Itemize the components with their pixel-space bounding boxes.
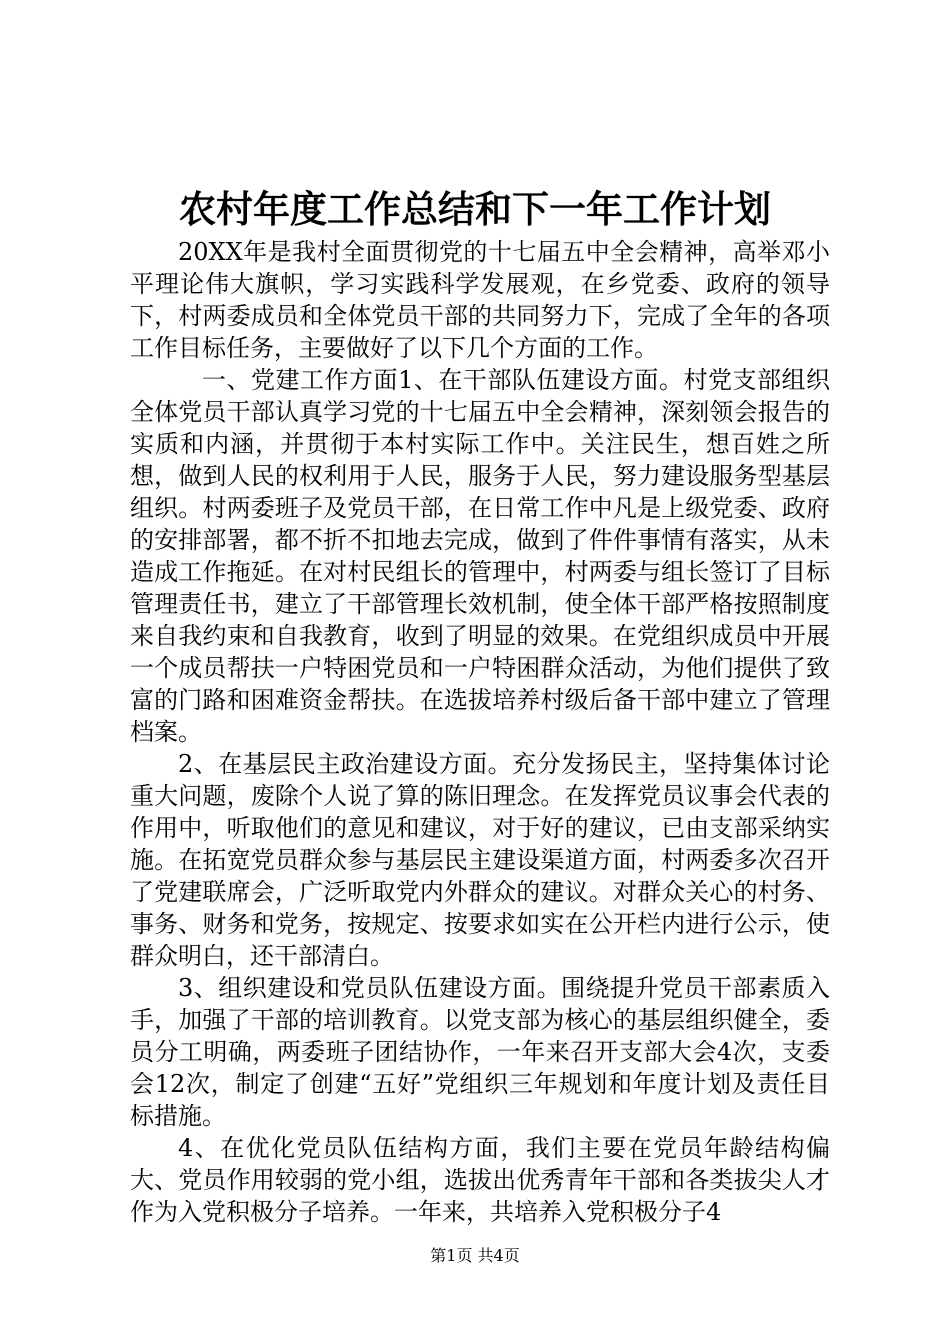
document-body (130, 236, 830, 1228)
paragraph-organization: 3、组织建设和党员队伍建设方面。围绕提升党员干部素质入手，加强了干部的培训教育。以党支部为核心的基层组织健全，委员分工明确，两委班子团结协作，一年来召开支部大会4次，支委会12次，制定了创建“五好”党组织三年规划和年度计划及责任目标措施。 (130, 974, 830, 1130)
paragraph-intro: 20XX年是我村全面贯彻党的十七届五中全会精神，高举邓小平理论伟大旗帜，学习实践科学发展观，在乡党委、政府的领导下，村两委成员和全体党员干部的共同努力下，完成了全年的各项工作目标任务，主要做好了以下几个方面的工作。 (130, 238, 830, 362)
document-title: 农村年度工作总结和下一年工作计划 (179, 187, 771, 231)
paragraph-democracy: 2、在基层民主政治建设方面。充分发扬民主，坚持集体讨论重大问题，废除个人说了算的陈旧理念。在发挥党员议事会代表的作用中，听取他们的意见和建议，对于好的建议，已由支部采纳实施。在拓宽党员群众参与基层民主建设渠道方面，村两委多次召开了党建联席会，广泛听取党内外群众的建议。对群众关心的村务、事务、财务和党务，按规定、按要求如实在公开栏内进行公示，使群众明白，还干部清白。 (130, 750, 830, 970)
page-footer: 第1页 共4页 (430, 1246, 520, 1265)
paragraph-member-structure: 4、在优化党员队伍结构方面，我们主要在党员年龄结构偏大、党员作用较弱的党小组，选拔出优秀青年干部和各类拔尖人才作为入党积极分子培养。一年来，共培养入党积极分子4 (130, 1134, 830, 1226)
paragraph-party-building: 一、党建工作方面1、在干部队伍建设方面。村党支部组织全体党员干部认真学习党的十七届五中全会精神，深刻领会报告的实质和内涵，并贯彻于本村实际工作中。关注民生，想百姓之所想，做到人民的权利用于人民，服务于人民，努力建设服务型基层组织。村两委班子及党员干部，在日常工作中凡是上级党委、政府的安排部署，都不折不扣地去完成，做到了件件事情有落实，从未造成工作拖延。在对村民组长的管理中，村两委与组长签订了目标管理责任书，建立了干部管理长效机制，使全体干部严格按照制度来自我约束和自我教育，收到了明显的效果。在党组织成员中开展一个成员帮扶一户特困党员和一户特困群众活动，为他们提供了致富的门路和困难资金帮扶。在选拔培养村级后备干部中建立了管理档案。 (130, 366, 830, 746)
